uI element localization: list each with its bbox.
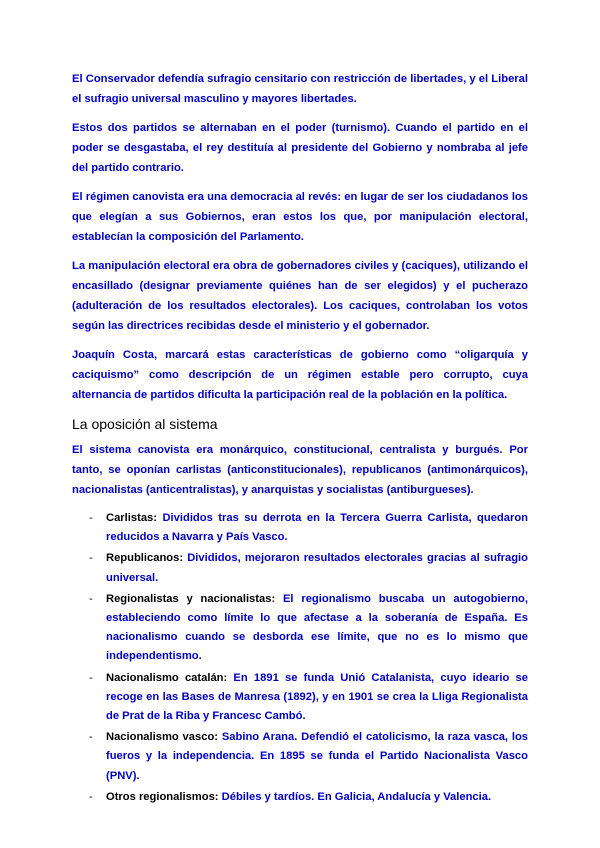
item-description: Divididos, mejoraron resultados electorales gracias al sufragio universal. [106,552,528,584]
list-item [72,728,528,786]
list-item [72,549,528,587]
bullet-dash: - [89,731,93,744]
section-heading: La oposición al sistema [72,416,218,432]
section-intro: El sistema canovista era monárquico, constitucional, centralista y burgués. Por tanto, se oponían carlistas (anticonstitucionales), republicanos (antimonárquicos), nacionalistas (anticentralistas), y anarquistas y socialistas (antiburgueses). [72,444,528,496]
list-item [72,788,528,807]
item-description: El regionalismo buscaba un autogobierno, estableciendo como límite lo que afectase a la soberanía de España. Es nacionalismo cuando se desborda ese límite, que no es lo mismo que independentismo. [106,592,528,663]
bullet-dash: - [89,592,93,605]
paragraph-turnismo: Estos dos partidos se alternaban en el poder (turnismo). Cuando el partido en el poder se desgastaba, el rey destituía al presidente del Gobierno y nombraba al jefe del partido contrario. [72,122,528,174]
item-term: Otros regionalismos: [106,790,219,803]
bullet-dash: - [89,512,93,524]
item-description: Divididos tras su derrota en la Tercera Guerra Carlista, quedaron reducidos a Navarra y País Vasco. [106,512,528,544]
bullet-dash: - [89,552,93,565]
paragraph-regimen: El régimen canovista era una democracia al revés: en lugar de ser los ciudadanos los que elegían a sus Gobiernos, eran estos los que, por manipulación electoral, establecían la composición del Parlamento. [72,191,528,243]
opposition-list [72,509,528,807]
item-term: Nacionalismo catalán: [106,671,228,684]
list-item [72,590,528,667]
list-item [72,669,528,727]
paragraph-parties: El Conservador defendía sufragio censitario con restricción de libertades, y el Liberal el sufragio universal masculino y mayores libertades. [72,73,528,105]
item-term: Carlistas: [106,512,157,524]
item-description: Sabino Arana. Defendió el catolicismo, la raza vasca, los fueros y la independencia. En 1895 se funda el Partido Nacionalista Vasco (PNV). [106,731,529,782]
bullet-dash: - [89,790,93,803]
item-description: Débiles y tardíos. En Galicia, Andalucía y Valencia. [218,790,492,803]
item-term: Regionalistas y nacionalistas: [106,592,276,605]
item-term: Republicanos: [106,552,184,565]
item-description: En 1891 se funda Unió Catalanista, cuyo ideario se recoge en las Bases de Manresa (1892), y en 1901 se crea la Lliga Regionalista de Prat de la Riba y Francesc Cambó. [106,671,528,723]
paragraph-costa: Joaquín Costa, marcará estas características de gobierno como “oligarquía y caciquismo” como descripción de un régimen estable pero corrupto, cuya alternancia de partidos dificulta la participación real de la población en la política. [72,349,528,401]
paragraph-manipulacion: La manipulación electoral era obra de gobernadores civiles y (caciques), utilizando el encasillado (designar previamente quiénes han de ser elegidos) y el pucherazo (adulteración de los resultados electorales). Los caciques, controlaban los votos según las directrices recibidas desde el ministerio y el gobernador. [72,260,528,332]
bullet-dash: - [89,671,93,684]
list-item [72,509,528,547]
item-term: Nacionalismo vasco: [106,731,219,744]
